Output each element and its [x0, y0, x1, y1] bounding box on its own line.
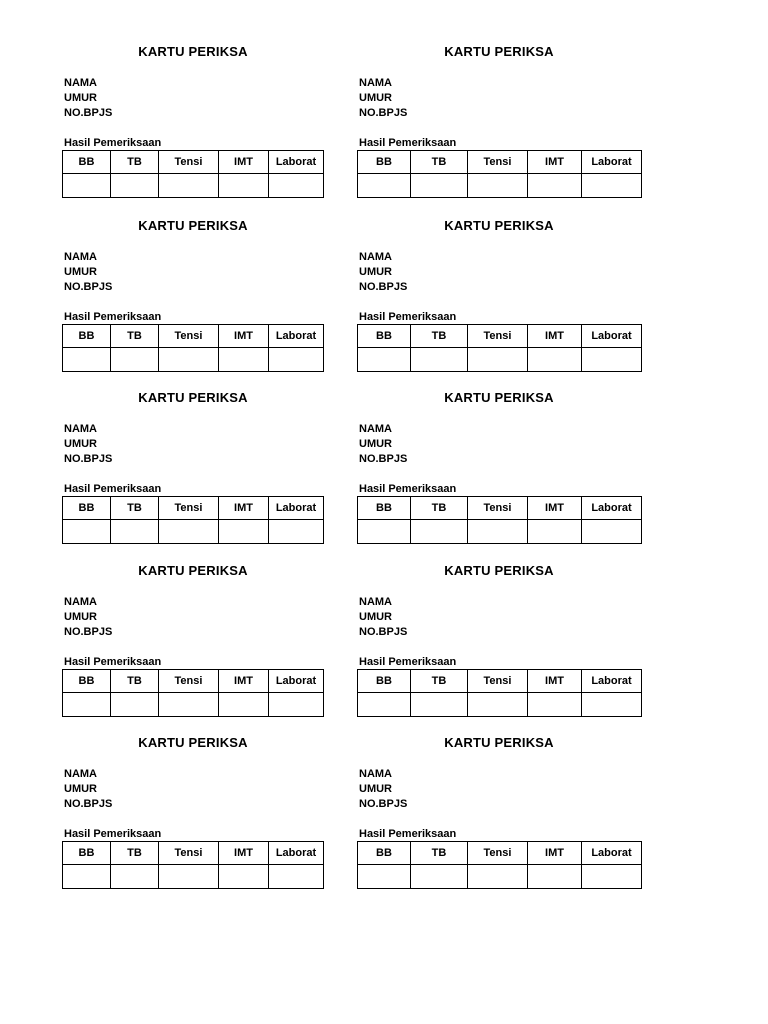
results-table — [357, 150, 642, 198]
results-label: Hasil Pemeriksaan — [359, 656, 457, 668]
card-title: KARTU PERIKSA — [138, 563, 248, 578]
results-value-row — [358, 865, 642, 889]
results-value-row — [63, 520, 324, 544]
field-no-bpjs: NO.BPJS — [64, 626, 113, 638]
cell-imt[interactable] — [219, 174, 269, 198]
column-tb: TB — [111, 842, 159, 865]
field-nama: NAMA — [64, 423, 97, 435]
column-laborat: Laborat — [269, 325, 324, 348]
results-header-row — [358, 842, 642, 865]
results-table — [357, 841, 642, 889]
cell-bb[interactable] — [63, 174, 111, 198]
cell-imt[interactable] — [219, 520, 269, 544]
results-value-row — [63, 693, 324, 717]
cell-laborat[interactable] — [582, 865, 642, 889]
results-header-row — [358, 497, 642, 520]
column-bb: BB — [63, 842, 111, 865]
cell-tb[interactable] — [411, 348, 468, 372]
field-nama: NAMA — [64, 768, 97, 780]
results-label: Hasil Pemeriksaan — [359, 828, 457, 840]
field-nama: NAMA — [359, 596, 392, 608]
results-header-row — [358, 151, 642, 174]
results-table — [62, 150, 324, 198]
column-bb: BB — [63, 670, 111, 693]
patient-fields — [64, 595, 112, 640]
column-tensi: Tensi — [159, 497, 219, 520]
results-label: Hasil Pemeriksaan — [359, 137, 457, 149]
cell-tensi[interactable] — [468, 693, 528, 717]
cell-tensi[interactable] — [159, 865, 219, 889]
card-title: KARTU PERIKSA — [444, 735, 554, 750]
column-tb: TB — [411, 325, 468, 348]
field-umur: UMUR — [359, 611, 392, 623]
patient-fields — [359, 767, 407, 812]
field-no-bpjs: NO.BPJS — [359, 798, 408, 810]
field-umur: UMUR — [64, 611, 97, 623]
cell-tb[interactable] — [111, 693, 159, 717]
field-umur: UMUR — [64, 92, 97, 104]
field-nama: NAMA — [359, 77, 392, 89]
cell-laborat[interactable] — [582, 520, 642, 544]
results-table — [357, 669, 642, 717]
results-table — [62, 324, 324, 372]
results-header-row — [63, 842, 324, 865]
column-tensi: Tensi — [468, 325, 528, 348]
column-imt: IMT — [528, 325, 582, 348]
column-imt: IMT — [219, 151, 269, 174]
results-table — [357, 496, 642, 544]
results-header-row — [63, 497, 324, 520]
column-laborat: Laborat — [582, 325, 642, 348]
cell-imt[interactable] — [219, 865, 269, 889]
kartu-periksa-card — [357, 563, 647, 733]
cell-imt[interactable] — [219, 348, 269, 372]
field-umur: UMUR — [64, 266, 97, 278]
field-no-bpjs: NO.BPJS — [359, 107, 408, 119]
column-imt: IMT — [528, 842, 582, 865]
column-tensi: Tensi — [468, 670, 528, 693]
cell-laborat[interactable] — [582, 693, 642, 717]
cell-bb[interactable] — [63, 348, 111, 372]
column-bb: BB — [358, 151, 411, 174]
field-no-bpjs: NO.BPJS — [64, 107, 113, 119]
cell-imt[interactable] — [528, 865, 582, 889]
results-header-row — [63, 151, 324, 174]
results-value-row — [63, 348, 324, 372]
field-nama: NAMA — [64, 251, 97, 263]
field-umur: UMUR — [359, 438, 392, 450]
field-no-bpjs: NO.BPJS — [359, 626, 408, 638]
patient-fields — [359, 250, 407, 295]
results-value-row — [358, 174, 642, 198]
cell-tensi[interactable] — [159, 693, 219, 717]
cell-tb[interactable] — [411, 520, 468, 544]
field-umur: UMUR — [359, 266, 392, 278]
column-bb: BB — [358, 842, 411, 865]
column-tb: TB — [411, 670, 468, 693]
patient-fields — [64, 76, 112, 121]
column-tb: TB — [111, 325, 159, 348]
results-header-row — [358, 325, 642, 348]
field-no-bpjs: NO.BPJS — [64, 798, 113, 810]
cell-tensi[interactable] — [468, 520, 528, 544]
results-header-row — [358, 670, 642, 693]
cell-bb[interactable] — [358, 693, 411, 717]
card-title: KARTU PERIKSA — [138, 735, 248, 750]
cell-bb[interactable] — [63, 865, 111, 889]
cell-imt[interactable] — [219, 693, 269, 717]
column-tensi: Tensi — [159, 842, 219, 865]
cell-laborat[interactable] — [269, 348, 324, 372]
field-umur: UMUR — [359, 92, 392, 104]
column-laborat: Laborat — [582, 497, 642, 520]
field-umur: UMUR — [64, 783, 97, 795]
column-tb: TB — [411, 842, 468, 865]
column-tensi: Tensi — [468, 151, 528, 174]
cell-bb[interactable] — [358, 865, 411, 889]
results-label: Hasil Pemeriksaan — [64, 483, 162, 495]
patient-fields — [359, 76, 407, 121]
cell-tensi[interactable] — [159, 520, 219, 544]
column-laborat: Laborat — [269, 151, 324, 174]
column-bb: BB — [63, 325, 111, 348]
cell-imt[interactable] — [528, 174, 582, 198]
results-header-row — [63, 325, 324, 348]
column-imt: IMT — [528, 497, 582, 520]
field-umur: UMUR — [359, 783, 392, 795]
cell-tensi[interactable] — [468, 348, 528, 372]
column-tensi: Tensi — [159, 325, 219, 348]
cell-bb[interactable] — [63, 520, 111, 544]
column-tensi: Tensi — [159, 670, 219, 693]
results-value-row — [358, 348, 642, 372]
field-umur: UMUR — [64, 438, 97, 450]
card-title: KARTU PERIKSA — [444, 390, 554, 405]
patient-fields — [64, 422, 112, 467]
kartu-periksa-card — [62, 735, 352, 905]
column-bb: BB — [358, 325, 411, 348]
cell-tb[interactable] — [411, 174, 468, 198]
column-imt: IMT — [219, 325, 269, 348]
column-laborat: Laborat — [269, 497, 324, 520]
column-laborat: Laborat — [582, 670, 642, 693]
card-title: KARTU PERIKSA — [138, 218, 248, 233]
cell-tb[interactable] — [411, 693, 468, 717]
column-laborat: Laborat — [582, 151, 642, 174]
card-title: KARTU PERIKSA — [138, 390, 248, 405]
column-imt: IMT — [528, 670, 582, 693]
kartu-periksa-card — [357, 735, 647, 905]
cell-laborat[interactable] — [582, 174, 642, 198]
column-imt: IMT — [219, 497, 269, 520]
column-tb: TB — [111, 497, 159, 520]
cell-tensi[interactable] — [468, 174, 528, 198]
results-value-row — [63, 865, 324, 889]
column-tb: TB — [111, 151, 159, 174]
cell-tensi[interactable] — [159, 348, 219, 372]
card-title: KARTU PERIKSA — [444, 563, 554, 578]
patient-fields — [359, 422, 407, 467]
results-table — [62, 496, 324, 544]
column-tensi: Tensi — [468, 497, 528, 520]
column-laborat: Laborat — [269, 842, 324, 865]
kartu-periksa-card — [62, 390, 352, 560]
cell-tensi[interactable] — [159, 174, 219, 198]
column-tensi: Tensi — [159, 151, 219, 174]
field-nama: NAMA — [359, 251, 392, 263]
field-nama: NAMA — [64, 596, 97, 608]
kartu-periksa-card — [62, 563, 352, 733]
cell-laborat[interactable] — [582, 348, 642, 372]
cell-laborat[interactable] — [269, 693, 324, 717]
field-no-bpjs: NO.BPJS — [359, 281, 408, 293]
cell-tb[interactable] — [111, 865, 159, 889]
field-no-bpjs: NO.BPJS — [64, 453, 113, 465]
field-nama: NAMA — [359, 768, 392, 780]
field-no-bpjs: NO.BPJS — [359, 453, 408, 465]
column-tb: TB — [411, 151, 468, 174]
column-tensi: Tensi — [468, 842, 528, 865]
column-tb: TB — [111, 670, 159, 693]
results-label: Hasil Pemeriksaan — [359, 483, 457, 495]
patient-fields — [64, 250, 112, 295]
kartu-periksa-card — [357, 44, 647, 214]
column-bb: BB — [358, 670, 411, 693]
patient-fields — [359, 595, 407, 640]
cell-tb[interactable] — [111, 174, 159, 198]
cell-bb[interactable] — [63, 693, 111, 717]
field-nama: NAMA — [64, 77, 97, 89]
cell-imt[interactable] — [528, 348, 582, 372]
cell-tb[interactable] — [111, 348, 159, 372]
cell-tensi[interactable] — [468, 865, 528, 889]
results-header-row — [63, 670, 324, 693]
column-imt: IMT — [219, 670, 269, 693]
kartu-periksa-card — [357, 390, 647, 560]
cell-bb[interactable] — [358, 174, 411, 198]
column-bb: BB — [358, 497, 411, 520]
column-bb: BB — [63, 151, 111, 174]
results-value-row — [358, 693, 642, 717]
results-table — [62, 841, 324, 889]
column-laborat: Laborat — [582, 842, 642, 865]
field-nama: NAMA — [359, 423, 392, 435]
results-label: Hasil Pemeriksaan — [64, 828, 162, 840]
card-title: KARTU PERIKSA — [444, 218, 554, 233]
results-label: Hasil Pemeriksaan — [64, 311, 162, 323]
card-title: KARTU PERIKSA — [138, 44, 248, 59]
cell-imt[interactable] — [528, 693, 582, 717]
patient-fields — [64, 767, 112, 812]
cell-bb[interactable] — [358, 348, 411, 372]
results-label: Hasil Pemeriksaan — [64, 656, 162, 668]
column-imt: IMT — [528, 151, 582, 174]
cell-laborat[interactable] — [269, 174, 324, 198]
results-value-row — [63, 174, 324, 198]
card-title: KARTU PERIKSA — [444, 44, 554, 59]
cell-tb[interactable] — [411, 865, 468, 889]
kartu-periksa-card — [62, 44, 352, 214]
column-laborat: Laborat — [269, 670, 324, 693]
column-tb: TB — [411, 497, 468, 520]
kartu-periksa-card — [62, 218, 352, 388]
column-bb: BB — [63, 497, 111, 520]
results-label: Hasil Pemeriksaan — [359, 311, 457, 323]
results-table — [62, 669, 324, 717]
cell-laborat[interactable] — [269, 520, 324, 544]
cell-tb[interactable] — [111, 520, 159, 544]
results-value-row — [358, 520, 642, 544]
cell-laborat[interactable] — [269, 865, 324, 889]
kartu-periksa-card — [357, 218, 647, 388]
cell-imt[interactable] — [528, 520, 582, 544]
cell-bb[interactable] — [358, 520, 411, 544]
column-imt: IMT — [219, 842, 269, 865]
field-no-bpjs: NO.BPJS — [64, 281, 113, 293]
results-table — [357, 324, 642, 372]
results-label: Hasil Pemeriksaan — [64, 137, 162, 149]
